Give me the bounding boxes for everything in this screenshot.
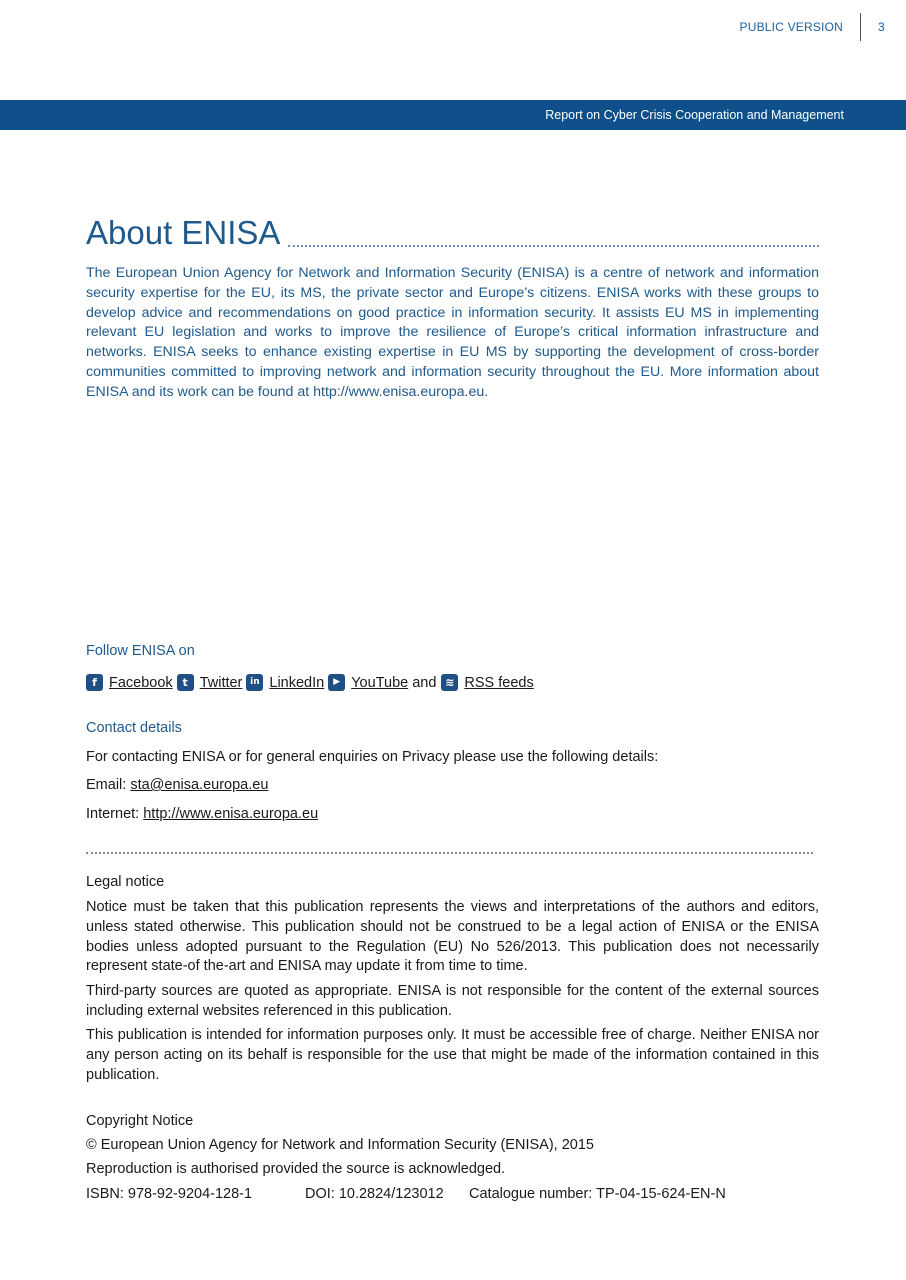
- copyright-heading: Copyright Notice: [86, 1113, 194, 1129]
- rss-icon[interactable]: ≋: [441, 674, 458, 691]
- page-number: 3: [878, 20, 885, 34]
- email-label: Email:: [86, 777, 127, 793]
- about-paragraph: The European Union Agency for Network and Information Security (ENISA) is a centre of network and information security expertise for the EU, its MS, the private sector and Europe’s citizens. ENISA works with these groups to develop advice and recommendations on good practice in information security. It assists EU MS in implementing relevant EU legislation and works to improve the resilience of Europe’s critical information infrastructure and networks. ENISA seeks to enhance existing expertise in EU MS by supporting the development of cross-border communities committed to improving network and information security throughout the EU. More information about ENISA and its work can be found at http://www.enisa.europa.eu.: [86, 265, 819, 400]
- legal-heading: Legal notice: [86, 874, 165, 890]
- email-line: [86, 777, 268, 793]
- header-divider: [860, 13, 861, 41]
- internet-label: Internet:: [86, 806, 140, 822]
- legal-paragraph: Notice must be taken that this publication represents the views and interpretations of the authors and editors, unless stated otherwise. This publication should not be construed to be a legal action of ENISA or the ENISA bodies unless adopted pursuant to the Regulation (EU) No 526/2013. This publication does not necessarily represent state-of the-art and ENISA may update it from time to time.: [86, 899, 819, 975]
- internet-line: [86, 806, 318, 822]
- linkedin-icon[interactable]: in: [246, 674, 263, 691]
- reproduction-notice: Reproduction is authorised provided the source is acknowledged.: [86, 1161, 506, 1177]
- linkedin-link[interactable]: LinkedIn: [269, 674, 325, 691]
- youtube-link[interactable]: YouTube: [351, 674, 409, 691]
- section-dotted-separator: [86, 852, 813, 854]
- contact-intro: For contacting ENISA or for general enquiries on Privacy please use the following details:: [86, 749, 659, 765]
- twitter-icon[interactable]: t: [177, 674, 194, 691]
- internet-link[interactable]: http://www.enisa.europa.eu: [143, 806, 319, 822]
- publication-identifiers: [86, 1186, 726, 1202]
- copyright-holder: © European Union Agency for Network and Information Security (ENISA), 2015: [86, 1137, 594, 1153]
- about-heading: About ENISA: [86, 214, 281, 251]
- heading-dotted-rule: [288, 245, 819, 247]
- twitter-link[interactable]: Twitter: [199, 674, 243, 691]
- follow-heading: Follow ENISA on: [86, 643, 195, 659]
- title-banner: [0, 100, 906, 130]
- legal-paragraph: This publication is intended for information purposes only. It must be accessible free of charge. Neither ENISA nor any person acting on its behalf is responsible for the use that might be made of the information contained in this publication.: [86, 1027, 819, 1083]
- contact-heading: Contact details: [86, 720, 182, 736]
- rss-link[interactable]: RSS feeds: [464, 674, 534, 691]
- legal-paragraph: Third-party sources are quoted as appropriate. ENISA is not responsible for the content of the external sources including external websites referenced in this publication.: [86, 983, 819, 1019]
- youtube-icon[interactable]: ▶: [328, 674, 345, 691]
- catalogue-number: Catalogue number: TP-04-15-624-EN-N: [469, 1186, 726, 1202]
- and-text: and: [412, 674, 437, 691]
- report-title: Report on Cyber Crisis Cooperation and Management: [545, 108, 844, 122]
- version-label: PUBLIC VERSION: [739, 20, 843, 34]
- isbn: ISBN: 978-92-9204-128-1: [86, 1186, 253, 1202]
- facebook-icon[interactable]: f: [86, 674, 103, 691]
- doi: DOI: 10.2824/123012: [305, 1186, 444, 1202]
- email-link[interactable]: sta@enisa.europa.eu: [130, 777, 269, 793]
- facebook-link[interactable]: Facebook: [109, 674, 173, 691]
- social-links: [86, 674, 538, 691]
